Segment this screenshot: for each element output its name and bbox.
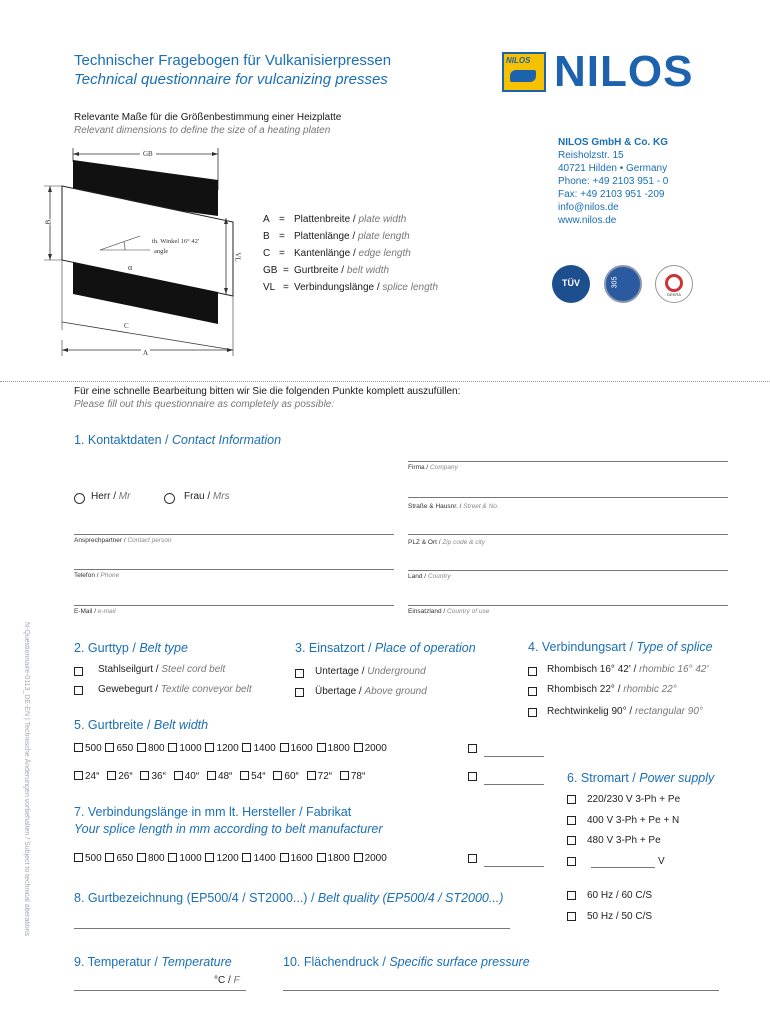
width-inch-option[interactable]: 72“: [307, 771, 332, 782]
title-de: Technischer Fragebogen für Vulkanisierpressen: [74, 52, 392, 69]
width-inch-option[interactable]: 40“: [174, 771, 199, 782]
power-480-label: 480 V 3-Ph + Pe: [587, 835, 661, 846]
company-email[interactable]: info@nilos.de: [558, 202, 619, 213]
dimension-legend: [263, 211, 438, 296]
belt-width-inch-row: [74, 771, 370, 782]
dim-a: A: [143, 349, 149, 357]
splice-length-heading-en: Your splice length in mm according to belt manufacturer: [74, 822, 383, 836]
length-checkbox[interactable]: [105, 853, 114, 862]
textile-belt-checkbox[interactable]: [74, 686, 83, 695]
pressure-field[interactable]: [283, 990, 719, 991]
rectangular-90-checkbox[interactable]: [528, 708, 537, 717]
width-inch-option[interactable]: 24“: [74, 771, 99, 782]
dim-gb: GB: [140, 150, 156, 158]
length-option[interactable]: 1200: [205, 853, 238, 864]
country-of-use-field[interactable]: [408, 605, 728, 606]
width-inch-custom-checkbox[interactable]: [468, 772, 477, 781]
email-label: E-Mail / e-mail: [74, 608, 116, 615]
width-option[interactable]: 500: [74, 743, 102, 754]
length-option[interactable]: 500: [74, 853, 102, 864]
above-ground-checkbox[interactable]: [295, 688, 304, 697]
length-option[interactable]: 1000: [168, 853, 201, 864]
phone-label: Telefon / Phone: [74, 572, 120, 579]
rhombic-22-label: Rhombisch 22° / rhombic 22°: [547, 684, 677, 695]
width-checkbox[interactable]: [340, 771, 349, 780]
width-checkbox[interactable]: [74, 743, 83, 752]
legend-row: GB = Gurtbreite / belt width: [263, 265, 390, 276]
rhombic-16-checkbox[interactable]: [528, 667, 537, 676]
width-checkbox[interactable]: [140, 771, 149, 780]
width-checkbox[interactable]: [242, 743, 251, 752]
above-ground-label: Übertage / Above ground: [315, 686, 427, 697]
legend-row: B = Plattenlänge / plate length: [263, 231, 410, 242]
length-checkbox[interactable]: [137, 853, 146, 862]
quality-seal-icon: 305: [604, 265, 642, 303]
nilos-wordmark: NILOS: [554, 47, 694, 96]
power-custom-unit: V: [658, 856, 665, 867]
company-name: NILOS GmbH & Co. KG: [558, 137, 668, 148]
tuv-certificate-icon: TÜV: [552, 265, 590, 303]
width-option[interactable]: 2000: [354, 743, 387, 754]
pressure-heading: 10. Flächendruck / Specific surface pressure: [283, 955, 530, 969]
steel-cord-label: Stahlseilgurt / Steel cord belt: [98, 664, 226, 675]
length-checkbox[interactable]: [317, 853, 326, 862]
width-checkbox[interactable]: [174, 771, 183, 780]
width-checkbox[interactable]: [317, 743, 326, 752]
nilos-badge: NILOS: [502, 52, 546, 92]
length-checkbox[interactable]: [354, 853, 363, 862]
dim-b: B: [44, 219, 53, 225]
belt-width-mm-row: [74, 743, 388, 754]
contact-heading: 1. Kontaktdaten / Contact Information: [74, 433, 282, 447]
power-400-label: 400 V 3-Ph + Pe + N: [587, 815, 680, 826]
company-street: Reisholzstr. 15: [558, 150, 624, 161]
power-50hz-label: 50 Hz / 50 C/S: [587, 911, 653, 922]
frau-label: Frau / Mrs: [184, 491, 230, 502]
width-checkbox[interactable]: [207, 771, 216, 780]
contact-person-label: Ansprechpartner / Contact person: [74, 537, 172, 544]
length-option[interactable]: 800: [137, 853, 165, 864]
zip-city-label: PLZ & Ort / Zip code & city: [408, 539, 485, 546]
power-60hz-label: 60 Hz / 60 C/S: [587, 890, 653, 901]
angle-sub: angle: [154, 248, 169, 255]
dim-c: C: [124, 322, 129, 330]
width-option[interactable]: 1800: [317, 743, 350, 754]
country-of-use-label: Einsatzland / Country of use: [408, 608, 490, 615]
length-checkbox[interactable]: [168, 853, 177, 862]
country-field[interactable]: [408, 570, 728, 571]
steel-cord-checkbox[interactable]: [74, 667, 83, 676]
temperature-field[interactable]: [74, 990, 246, 991]
power-50hz-checkbox[interactable]: [567, 912, 576, 921]
width-inch-option[interactable]: 36“: [140, 771, 165, 782]
rhombic-22-checkbox[interactable]: [528, 687, 537, 696]
length-custom-field[interactable]: [484, 866, 544, 867]
section-divider: [0, 381, 770, 382]
rhombic-16-label: Rhombisch 16° 42' / rhombic 16° 42': [547, 664, 709, 675]
power-custom-field[interactable]: [591, 867, 655, 868]
dim-vl: VL: [233, 252, 242, 262]
width-custom-field[interactable]: [484, 756, 544, 757]
angle-label: th. Winkel 16° 42': [152, 238, 200, 245]
width-checkbox[interactable]: [168, 743, 177, 752]
width-checkbox[interactable]: [280, 743, 289, 752]
length-option[interactable]: 2000: [354, 853, 387, 864]
width-inch-option[interactable]: 60“: [273, 771, 298, 782]
dekra-certificate-icon: DEKRA: [655, 265, 693, 303]
company-fax: Fax: +49 2103 951 -209: [558, 189, 665, 200]
width-checkbox[interactable]: [240, 771, 249, 780]
power-custom-checkbox[interactable]: [567, 857, 576, 866]
length-option[interactable]: 1400: [242, 853, 275, 864]
legend-row: VL = Verbindungslänge / splice length: [263, 282, 439, 293]
power-400-checkbox[interactable]: [567, 816, 576, 825]
width-checkbox[interactable]: [137, 743, 146, 752]
email-field[interactable]: [74, 605, 394, 606]
phone-field[interactable]: [74, 569, 394, 570]
frau-radio[interactable]: [164, 493, 175, 504]
intro-en: Relevant dimensions to define the size of a heating platen: [74, 125, 331, 136]
street-label: Straße & Hausnr. / Street & No.: [408, 503, 499, 510]
street-field[interactable]: [408, 497, 728, 498]
width-checkbox[interactable]: [307, 771, 316, 780]
instruction-de: Für eine schnelle Bearbeitung bitten wir Sie die folgenden Punkte komplett auszufüllen:: [74, 386, 461, 397]
place-heading: 3. Einsatzort / Place of operation: [295, 641, 476, 655]
herr-label: Herr / Mr: [91, 491, 131, 502]
zip-city-field[interactable]: [408, 534, 728, 535]
power-heading: 6. Stromart / Power supply: [567, 771, 715, 785]
length-checkbox[interactable]: [205, 853, 214, 862]
title-en: Technical questionnaire for vulcanizing presses: [74, 71, 388, 88]
length-checkbox[interactable]: [74, 853, 83, 862]
contact-person-field[interactable]: [74, 534, 394, 535]
width-checkbox[interactable]: [354, 743, 363, 752]
company-field[interactable]: [408, 461, 728, 462]
instruction-en: Please fill out this questionnaire as completely as possible:: [74, 399, 335, 410]
length-checkbox[interactable]: [242, 853, 251, 862]
length-option[interactable]: 650: [105, 853, 133, 864]
belt-type-heading: 2. Gurttyp / Belt type: [74, 641, 188, 655]
power-220-checkbox[interactable]: [567, 795, 576, 804]
splice-length-row: [74, 853, 388, 864]
width-inch-option[interactable]: 48“: [207, 771, 232, 782]
country-label: Land / Country: [408, 573, 451, 580]
belt-quality-heading: 8. Gurtbezeichnung (EP500/4 / ST2000...) / Belt quality (EP500/4 / ST2000...): [74, 891, 504, 905]
company-label: Firma / Company: [408, 464, 458, 471]
underground-label: Untertage / Underground: [315, 666, 426, 677]
width-checkbox[interactable]: [205, 743, 214, 752]
width-option[interactable]: 1600: [280, 743, 313, 754]
company-address: [558, 136, 668, 227]
width-inch-custom-field[interactable]: [484, 784, 544, 785]
width-option[interactable]: 800: [137, 743, 165, 754]
platen-diagram: [40, 140, 250, 370]
length-option[interactable]: 1600: [280, 853, 313, 864]
power-220-label: 220/230 V 3-Ph + Pe: [587, 794, 681, 805]
width-checkbox[interactable]: [105, 743, 114, 752]
width-option[interactable]: 1000: [168, 743, 201, 754]
temperature-unit: °C / F: [214, 975, 240, 986]
width-inch-option[interactable]: 54“: [240, 771, 265, 782]
width-option[interactable]: 650: [105, 743, 133, 754]
power-60hz-checkbox[interactable]: [567, 891, 576, 900]
underground-checkbox[interactable]: [295, 669, 304, 678]
rectangular-90-label: Rechtwinkelig 90° / rectangular 90°: [547, 706, 703, 717]
splice-length-heading-de: 7. Verbindungslänge in mm lt. Hersteller / Fabrikat: [74, 805, 352, 819]
side-note: N-Questionnaire-0113_DE-EN | Technische Änderungen vorbehalten / Subject to technical alterations: [23, 622, 30, 937]
length-option[interactable]: 1800: [317, 853, 350, 864]
company-phone: Phone: +49 2103 951 - 0: [558, 176, 669, 187]
width-option[interactable]: 1200: [205, 743, 238, 754]
width-inch-option[interactable]: 78“: [340, 771, 365, 782]
legend-row: A = Plattenbreite / plate width: [263, 214, 407, 225]
belt-quality-field[interactable]: [74, 928, 510, 929]
belt-width-heading: 5. Gurtbreite / Belt width: [74, 718, 209, 732]
width-option[interactable]: 1400: [242, 743, 275, 754]
power-480-checkbox[interactable]: [567, 836, 576, 845]
length-custom-checkbox[interactable]: [468, 854, 477, 863]
textile-belt-label: Gewebegurt / Textile conveyor belt: [98, 684, 252, 695]
width-checkbox[interactable]: [107, 771, 116, 780]
width-inch-option[interactable]: 26“: [107, 771, 132, 782]
width-checkbox[interactable]: [74, 771, 83, 780]
splice-heading: 4. Verbindungsart / Type of splice: [528, 640, 713, 654]
nilos-logo: [502, 47, 727, 96]
company-city: 40721 Hilden • Germany: [558, 163, 668, 174]
intro-de: Relevante Maße für die Größenbestimmung einer Heizplatte: [74, 112, 342, 123]
herr-radio[interactable]: [74, 493, 85, 504]
alpha-symbol: α: [128, 263, 133, 272]
width-custom-checkbox[interactable]: [468, 744, 477, 753]
width-checkbox[interactable]: [273, 771, 282, 780]
company-web[interactable]: www.nilos.de: [558, 215, 617, 226]
length-checkbox[interactable]: [280, 853, 289, 862]
temperature-heading: 9. Temperatur / Temperature: [74, 955, 232, 969]
legend-row: C = Kantenlänge / edge length: [263, 248, 411, 259]
